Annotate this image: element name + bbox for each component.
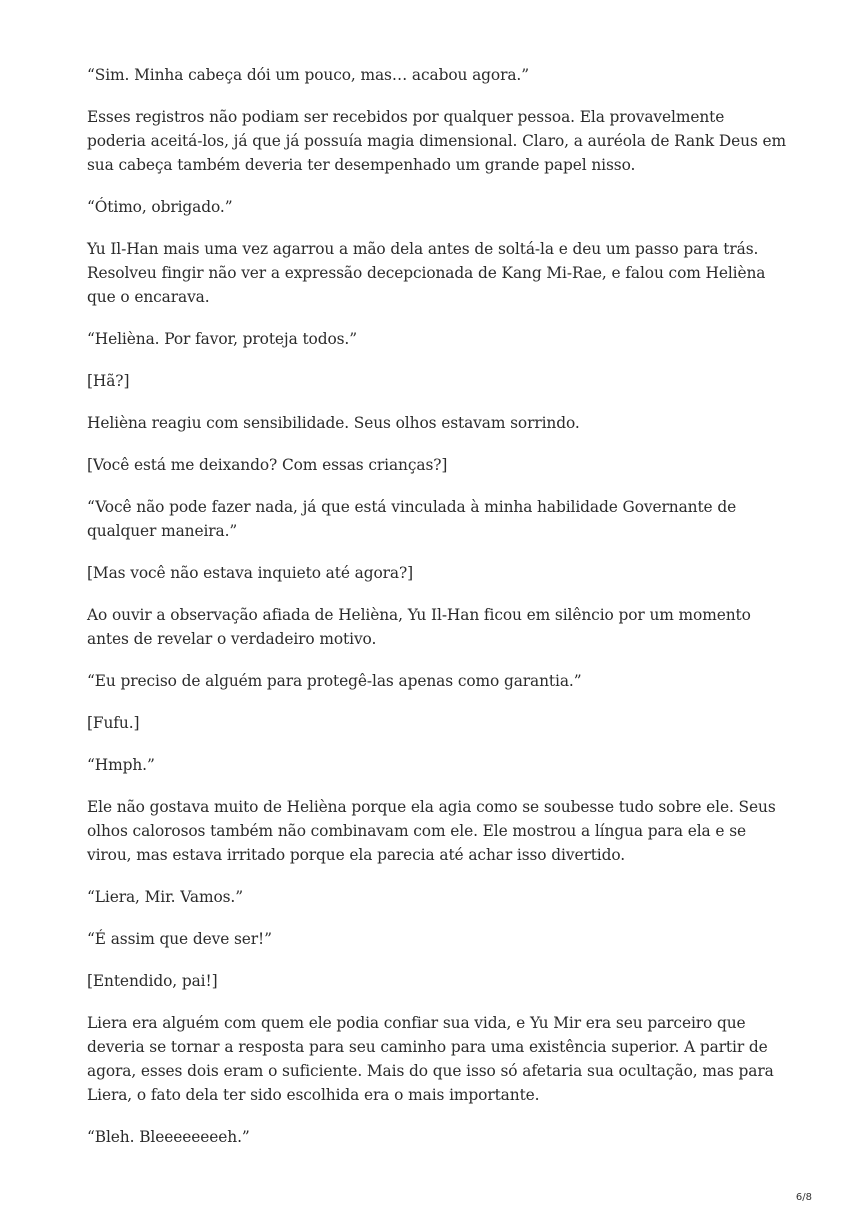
- paragraph: [Entendido, pai!]: [87, 972, 218, 990]
- paragraph: “Bleh. Bleeeeeeeeh.”: [87, 1128, 250, 1146]
- paragraph: [Você está me deixando? Com essas crianças?]: [87, 456, 448, 474]
- paragraph: “Sim. Minha cabeça dói um pouco, mas… acabou agora.”: [87, 66, 529, 84]
- paragraph: “Ótimo, obrigado.”: [87, 198, 233, 216]
- page-number: 6/8: [795, 1192, 812, 1203]
- document-body: [87, 63, 787, 1167]
- paragraph: Esses registros não podiam ser recebidos por qualquer pessoa. Ela provavelmente poderia aceitá-los, já que já possuía magia dimensional. Claro, a auréola de Rank Deus em sua cabeça também deveria ter desempenhado um grande papel nisso.: [87, 108, 787, 174]
- paragraph: “Hmph.”: [87, 756, 155, 774]
- paragraph: “É assim que deve ser!”: [87, 930, 272, 948]
- paragraph: [Mas você não estava inquieto até agora?]: [87, 564, 414, 582]
- paragraph: Liera era alguém com quem ele podia confiar sua vida, e Yu Mir era seu parceiro que deveria se tornar a resposta para seu caminho para uma existência superior. A partir de agora, esses dois eram o suficiente. Mais do que isso só afetaria sua ocultação, mas para Liera, o fato dela ter sido escolhida era o mais importante.: [87, 1014, 774, 1104]
- paragraph: [Fufu.]: [87, 714, 140, 732]
- paragraph: Yu Il-Han mais uma vez agarrou a mão dela antes de soltá-la e deu um passo para trás. Resolveu fingir não ver a expressão decepcionada de Kang Mi-Rae, e falou com Helièna que o encarava.: [87, 240, 766, 306]
- paragraph: Ao ouvir a observação afiada de Helièna, Yu Il-Han ficou em silêncio por um momento antes de revelar o verdadeiro motivo.: [87, 606, 751, 648]
- paragraph: “Você não pode fazer nada, já que está vinculada à minha habilidade Governante de qualquer maneira.”: [87, 498, 737, 540]
- paragraph: “Liera, Mir. Vamos.”: [87, 888, 243, 906]
- paragraph: “Eu preciso de alguém para protegê-las apenas como garantia.”: [87, 672, 582, 690]
- paragraph: [Hã?]: [87, 372, 130, 390]
- paragraph: Helièna reagiu com sensibilidade. Seus olhos estavam sorrindo.: [87, 414, 580, 432]
- paragraph: “Helièna. Por favor, proteja todos.”: [87, 330, 357, 348]
- paragraph: Ele não gostava muito de Helièna porque ela agia como se soubesse tudo sobre ele. Seus olhos calorosos também não combinavam com ele. Ele mostrou a língua para ela e se virou, mas estava irritado porque ela parecia até achar isso divertido.: [87, 798, 776, 864]
